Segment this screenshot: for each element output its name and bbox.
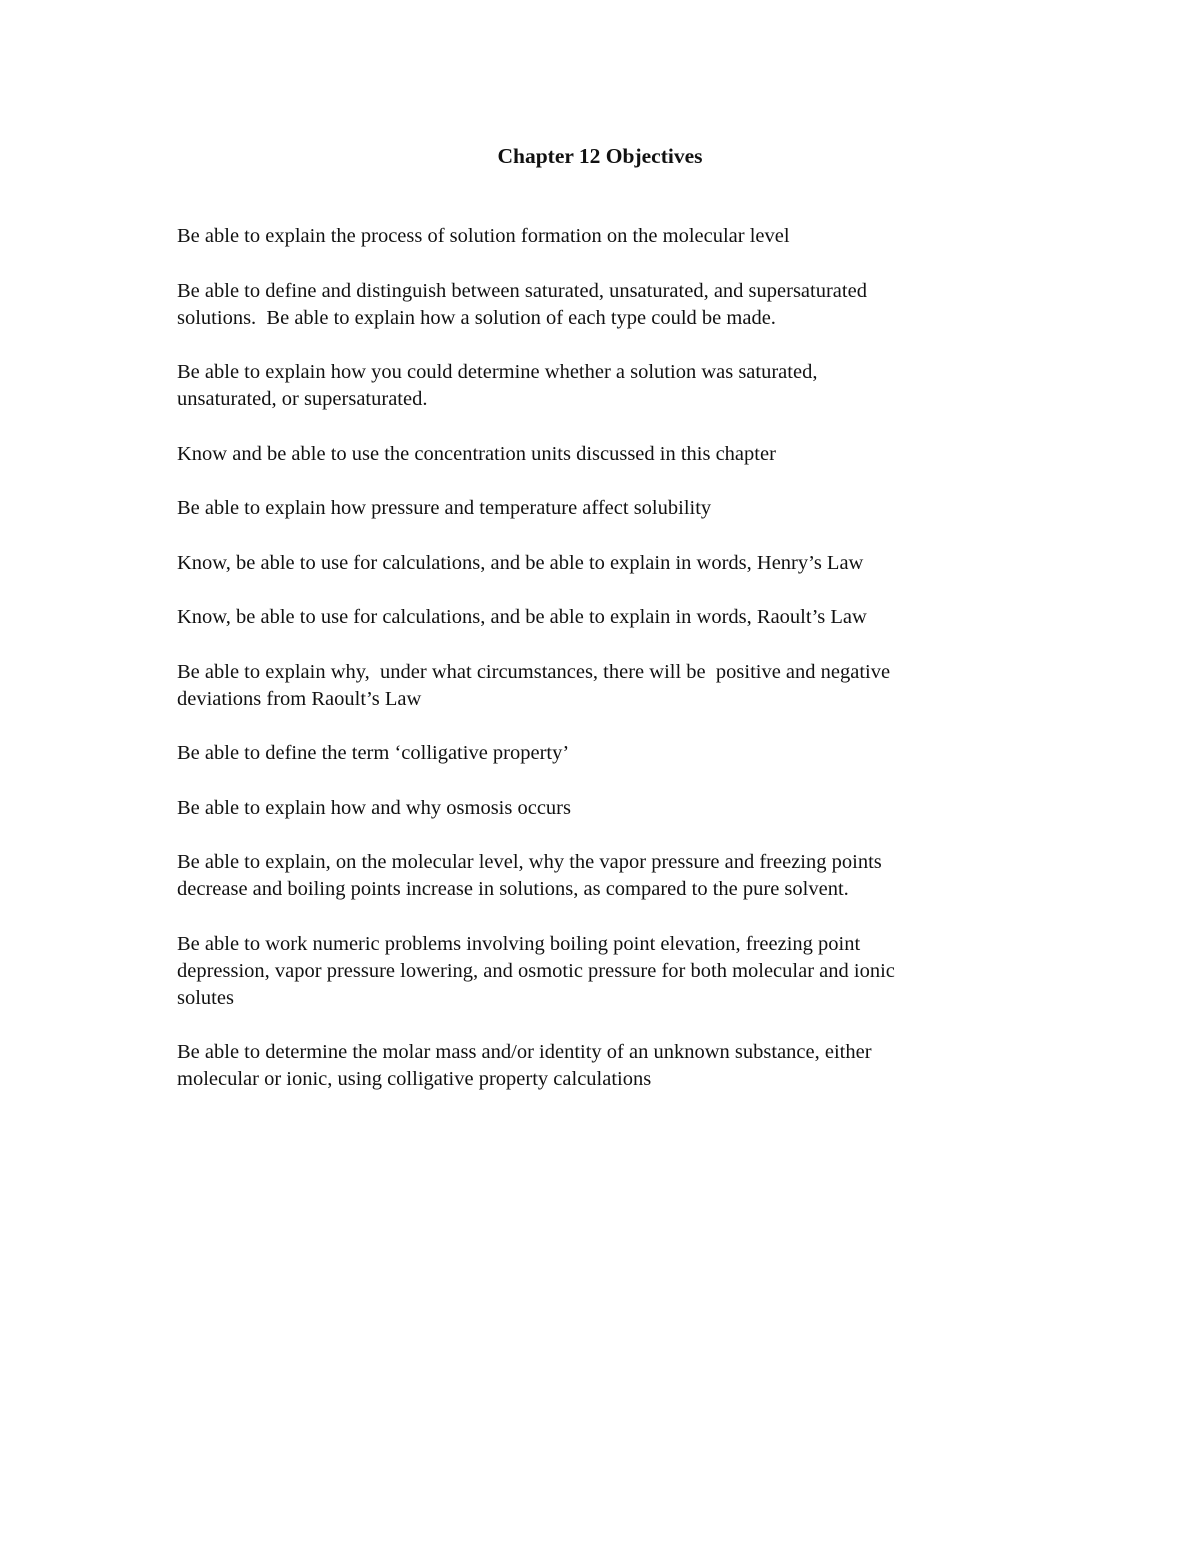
- objective-item: Be able to define the term ‘colligative property’: [177, 742, 570, 764]
- objectives-list: [177, 223, 1027, 1121]
- objective-item: Know and be able to use the concentration units discussed in this chapter: [177, 442, 776, 465]
- objective-item: Be able to explain the process of solution formation on the molecular level: [177, 225, 790, 247]
- objective-item: Be able to determine the molar mass and/or identity of an unknown substance, either molecular or ionic, using colligative property calculations: [177, 1041, 872, 1090]
- objective-item: Be able to explain how and why osmosis occurs: [177, 796, 571, 819]
- page-title: Chapter 12 Objectives: [497, 144, 703, 168]
- objective-item: Be able to work numeric problems involving boiling point elevation, freezing point depression, vapor pressure lowering, and osmotic pressure for both molecular and ionic solutes: [177, 932, 895, 1009]
- objective-item: Be able to explain, on the molecular level, why the vapor pressure and freezing points decrease and boiling points increase in solutions, as compared to the pure solvent.: [177, 851, 882, 900]
- objective-item: Be able to explain how you could determine whether a solution was saturated, unsaturated, or supersaturated.: [177, 361, 818, 410]
- objective-item: Be able to explain how pressure and temperature affect solubility: [177, 497, 712, 519]
- objective-item: Know, be able to use for calculations, and be able to explain in words, Henry’s Law: [177, 551, 864, 574]
- objective-item: Be able to explain why, under what circumstances, there will be positive and negative deviations from Raoult’s Law: [177, 660, 891, 710]
- objective-item: Know, be able to use for calculations, and be able to explain in words, Raoult’s Law: [177, 606, 867, 628]
- objective-item: Be able to define and distinguish between saturated, unsaturated, and supersaturated solutions. Be able to explain how a solution of each type could be made.: [177, 279, 867, 329]
